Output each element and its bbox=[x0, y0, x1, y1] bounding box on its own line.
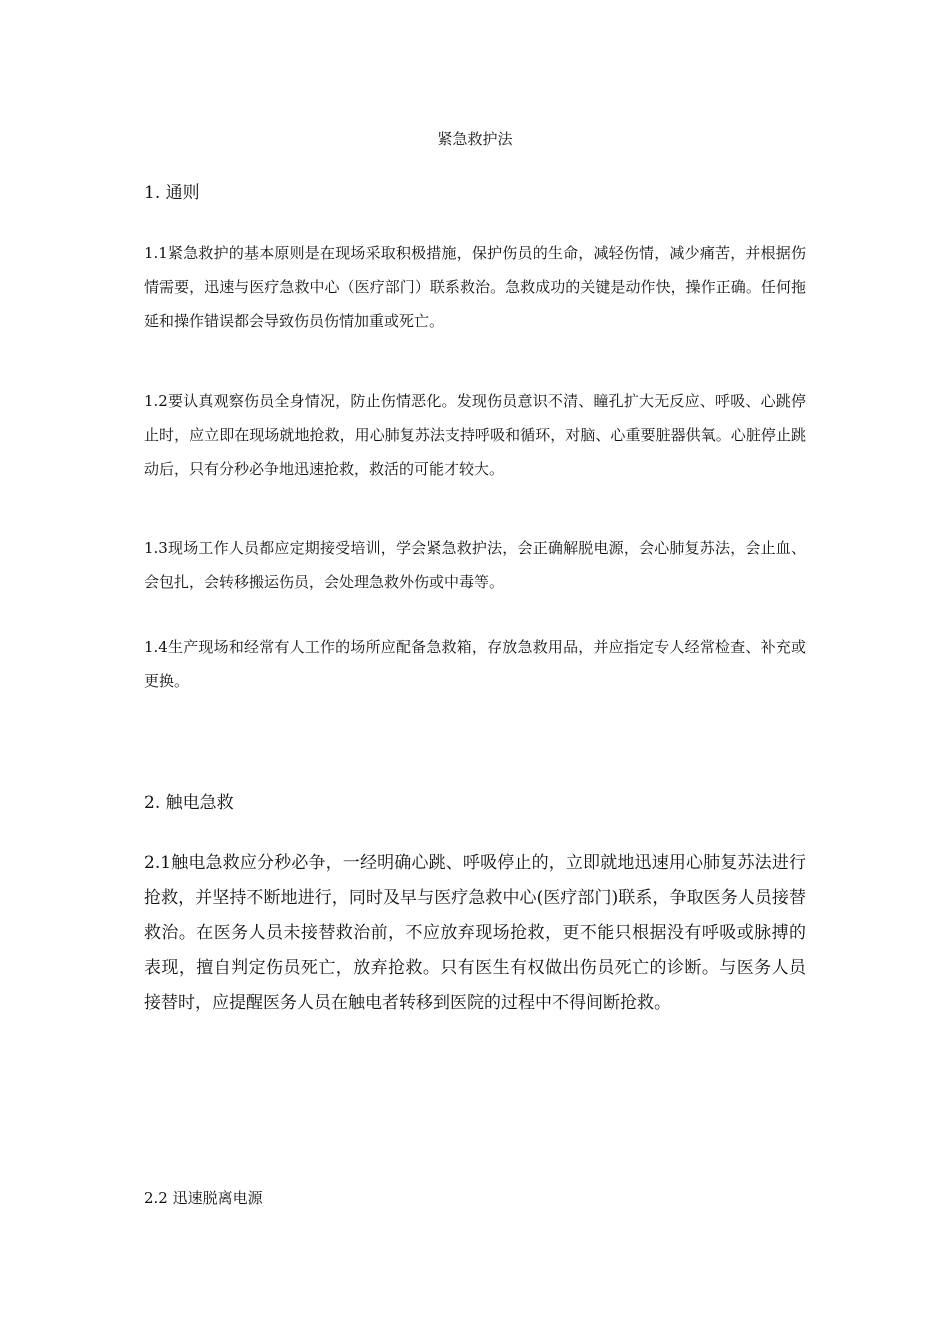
paragraph-1-3: 1.3现场工作人员都应定期接受培训，学会紧急救护法，会正确解脱电源，会心肺复苏法，会止血、会包扎，会转移搬运伤员，会处理急救外伤或中毒等。 bbox=[144, 539, 806, 591]
paragraph-1-4: 1.4生产现场和经常有人工作的场所应配备急救箱，存放急救用品，并应指定专人经常检查、补充或更换。 bbox=[144, 638, 806, 690]
paragraph-1-2: 1.2要认真观察伤员全身情况，防止伤情恶化。发现伤员意识不清、瞳孔扩大无反应、呼吸、心跳停止时，应立即在现场就地抢救，用心肺复苏法支持呼吸和循环，对脑、心重要脏器供氧。心脏停止跳动后，只有分秒必争地迅速抢救，救活的可能才较大。 bbox=[144, 392, 806, 478]
section-2-heading: 2. 触电急救 bbox=[144, 793, 234, 813]
subsection-2-2-heading: 2.2 迅速脱离电源 bbox=[144, 1189, 263, 1207]
paragraph-2-1: 2.1触电急救应分秒必争，一经明确心跳、呼吸停止的，立即就地迅速用心肺复苏法进行抢救，并坚持不断地进行，同时及早与医疗急救中心(医疗部门)联系，争取医务人员接替救治。在医务人员未接替救治前，不应放弃现场抢救，更不能只根据没有呼吸或脉搏的表现，擅自判定伤员死亡，放弃抢救。只有医生有权做出伤员死亡的诊断。与医务人员接替时，应提醒医务人员在触电者转移到医院的过程中不得间断抢救。 bbox=[144, 853, 806, 1013]
document-title: 紧急救护法 bbox=[437, 130, 513, 148]
section-1-heading: 1. 通则 bbox=[144, 183, 200, 203]
paragraph-1-1: 1.1紧急救护的基本原则是在现场采取积极措施，保护伤员的生命，减轻伤情，减少痛苦，并根据伤情需要，迅速与医疗急救中心（医疗部门）联系救治。急救成功的关键是动作快，操作正确。任何拖延和操作错误都会导致伤员伤情加重或死亡。 bbox=[144, 244, 806, 330]
